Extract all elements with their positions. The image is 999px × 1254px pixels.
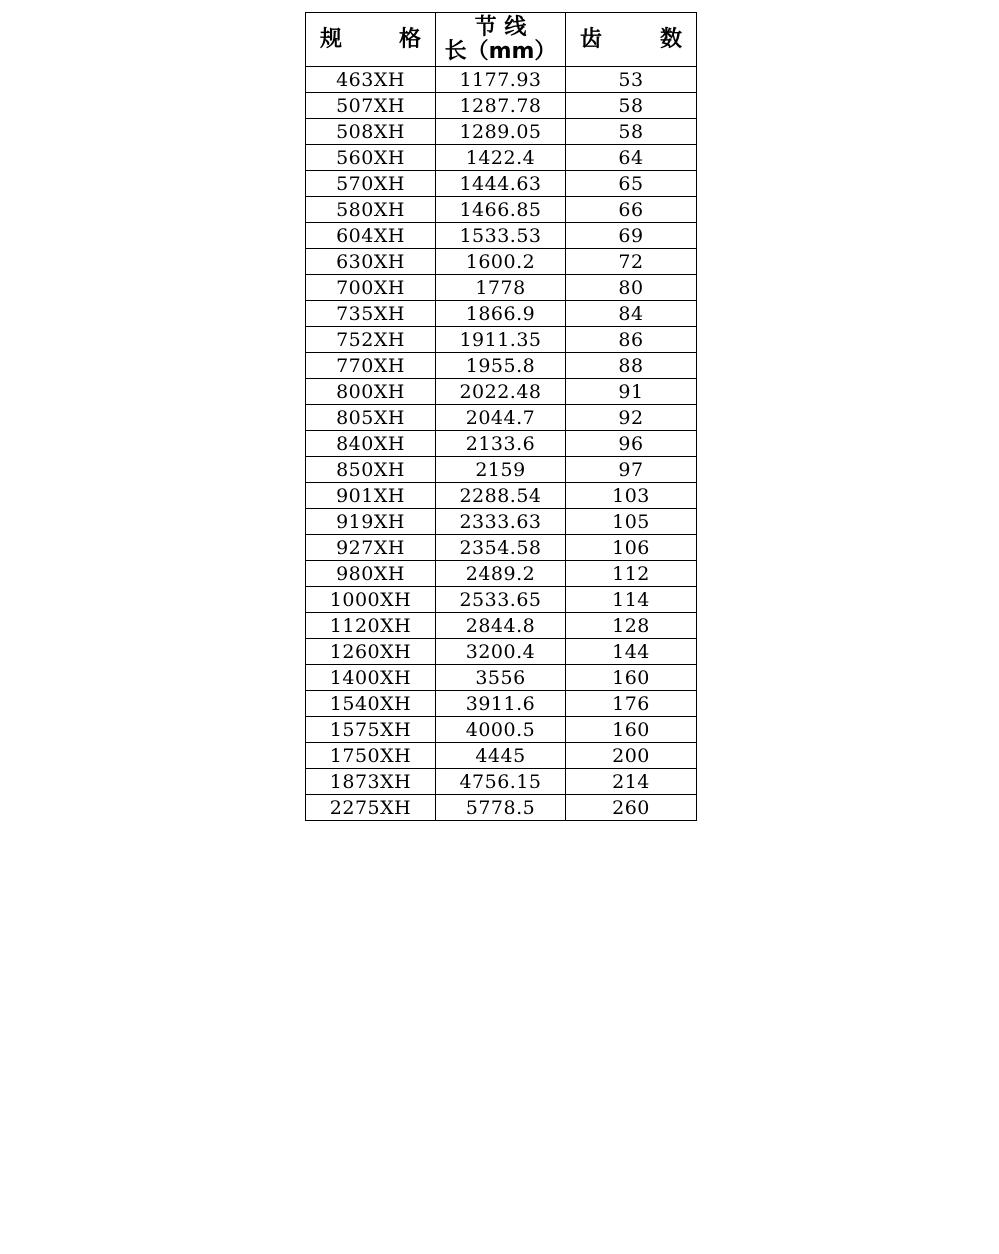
spec-cell: 901XH [306, 483, 436, 509]
pitch-length-cell: 2354.58 [436, 535, 566, 561]
spec-cell: 630XH [306, 249, 436, 275]
pitch-length-cell: 1177.93 [436, 67, 566, 93]
pitch-length-cell: 4445 [436, 743, 566, 769]
pitch-length-cell: 1287.78 [436, 93, 566, 119]
teeth-cell: 128 [566, 613, 697, 639]
table-row [306, 301, 697, 327]
spec-cell: 570XH [306, 171, 436, 197]
table-row [306, 431, 697, 457]
teeth-cell: 72 [566, 249, 697, 275]
teeth-cell: 88 [566, 353, 697, 379]
pitch-length-cell: 1866.9 [436, 301, 566, 327]
teeth-cell: 66 [566, 197, 697, 223]
pitch-length-cell: 2333.63 [436, 509, 566, 535]
pitch-length-cell: 3911.6 [436, 691, 566, 717]
table-row [306, 613, 697, 639]
table-row [306, 327, 697, 353]
spec-cell: 800XH [306, 379, 436, 405]
header-spec-char-1: 规 [320, 26, 343, 52]
spec-cell: 850XH [306, 457, 436, 483]
table-row [306, 275, 697, 301]
spec-cell: 1000XH [306, 587, 436, 613]
teeth-cell: 106 [566, 535, 697, 561]
table-row [306, 353, 697, 379]
table-row [306, 535, 697, 561]
table-row [306, 249, 697, 275]
spec-cell: 919XH [306, 509, 436, 535]
table-row [306, 145, 697, 171]
pitch-length-cell: 2022.48 [436, 379, 566, 405]
spec-cell: 927XH [306, 535, 436, 561]
header-teeth [566, 13, 697, 67]
teeth-cell: 176 [566, 691, 697, 717]
pitch-length-cell: 1289.05 [436, 119, 566, 145]
pitch-length-cell: 2533.65 [436, 587, 566, 613]
pitch-length-cell: 5778.5 [436, 795, 566, 821]
pitch-length-cell: 1600.2 [436, 249, 566, 275]
header-teeth-char-1: 齿 [580, 26, 603, 52]
pitch-length-cell: 2288.54 [436, 483, 566, 509]
spec-cell: 604XH [306, 223, 436, 249]
teeth-cell: 64 [566, 145, 697, 171]
spec-cell: 463XH [306, 67, 436, 93]
table-row [306, 795, 697, 821]
teeth-cell: 160 [566, 665, 697, 691]
pitch-length-cell: 4000.5 [436, 717, 566, 743]
spec-cell: 840XH [306, 431, 436, 457]
pitch-length-cell: 1911.35 [436, 327, 566, 353]
table-row [306, 171, 697, 197]
pitch-length-cell: 3556 [436, 665, 566, 691]
spec-cell: 1540XH [306, 691, 436, 717]
pitch-length-cell: 3200.4 [436, 639, 566, 665]
spec-cell: 805XH [306, 405, 436, 431]
table-row [306, 691, 697, 717]
teeth-cell: 58 [566, 119, 697, 145]
header-pitch-length-line-2: 长（mm） [444, 38, 557, 64]
spec-cell: 508XH [306, 119, 436, 145]
table-row [306, 561, 697, 587]
table-row [306, 639, 697, 665]
spec-cell: 700XH [306, 275, 436, 301]
table-row [306, 665, 697, 691]
teeth-cell: 96 [566, 431, 697, 457]
table-row [306, 197, 697, 223]
pitch-length-cell: 2044.7 [436, 405, 566, 431]
teeth-cell: 112 [566, 561, 697, 587]
pitch-length-cell: 4756.15 [436, 769, 566, 795]
table-row [306, 379, 697, 405]
teeth-cell: 144 [566, 639, 697, 665]
belt-spec-table [305, 12, 697, 821]
teeth-cell: 92 [566, 405, 697, 431]
pitch-length-cell: 1422.4 [436, 145, 566, 171]
teeth-cell: 200 [566, 743, 697, 769]
pitch-length-cell: 2159 [436, 457, 566, 483]
pitch-length-cell: 1778 [436, 275, 566, 301]
teeth-cell: 91 [566, 379, 697, 405]
header-spec [306, 13, 436, 67]
teeth-cell: 114 [566, 587, 697, 613]
spec-cell: 735XH [306, 301, 436, 327]
header-pitch-length [436, 13, 566, 67]
teeth-cell: 84 [566, 301, 697, 327]
teeth-cell: 97 [566, 457, 697, 483]
pitch-length-cell: 1444.63 [436, 171, 566, 197]
table-row [306, 405, 697, 431]
teeth-cell: 160 [566, 717, 697, 743]
pitch-length-cell: 1533.53 [436, 223, 566, 249]
teeth-cell: 80 [566, 275, 697, 301]
spec-cell: 560XH [306, 145, 436, 171]
spec-cell: 980XH [306, 561, 436, 587]
teeth-cell: 69 [566, 223, 697, 249]
teeth-cell: 53 [566, 67, 697, 93]
spec-cell: 770XH [306, 353, 436, 379]
pitch-length-cell: 2133.6 [436, 431, 566, 457]
teeth-cell: 86 [566, 327, 697, 353]
teeth-cell: 105 [566, 509, 697, 535]
table-row [306, 223, 697, 249]
pitch-length-cell: 2489.2 [436, 561, 566, 587]
spec-cell: 1873XH [306, 769, 436, 795]
teeth-cell: 103 [566, 483, 697, 509]
header-pitch-length-line-1: 节 线 [474, 14, 527, 40]
pitch-length-cell: 2844.8 [436, 613, 566, 639]
spec-cell: 1120XH [306, 613, 436, 639]
teeth-cell: 58 [566, 93, 697, 119]
spec-cell: 1260XH [306, 639, 436, 665]
table-row [306, 457, 697, 483]
table-row [306, 717, 697, 743]
spec-cell: 1750XH [306, 743, 436, 769]
table-row [306, 93, 697, 119]
teeth-cell: 65 [566, 171, 697, 197]
table-row [306, 743, 697, 769]
table-row [306, 483, 697, 509]
spec-cell: 507XH [306, 93, 436, 119]
pitch-length-cell: 1466.85 [436, 197, 566, 223]
table-row [306, 587, 697, 613]
header-spec-char-2: 格 [398, 26, 421, 52]
table-header [306, 13, 697, 67]
spec-cell: 2275XH [306, 795, 436, 821]
spec-cell: 1400XH [306, 665, 436, 691]
table-row [306, 769, 697, 795]
teeth-cell: 214 [566, 769, 697, 795]
spec-cell: 580XH [306, 197, 436, 223]
teeth-cell: 260 [566, 795, 697, 821]
header-row [306, 13, 697, 67]
spec-cell: 752XH [306, 327, 436, 353]
table-row [306, 67, 697, 93]
table-row [306, 509, 697, 535]
pitch-length-cell: 1955.8 [436, 353, 566, 379]
spec-cell: 1575XH [306, 717, 436, 743]
header-teeth-char-2: 数 [659, 26, 682, 52]
table-body [306, 67, 697, 821]
spec-sheet [305, 12, 696, 821]
table-row [306, 119, 697, 145]
